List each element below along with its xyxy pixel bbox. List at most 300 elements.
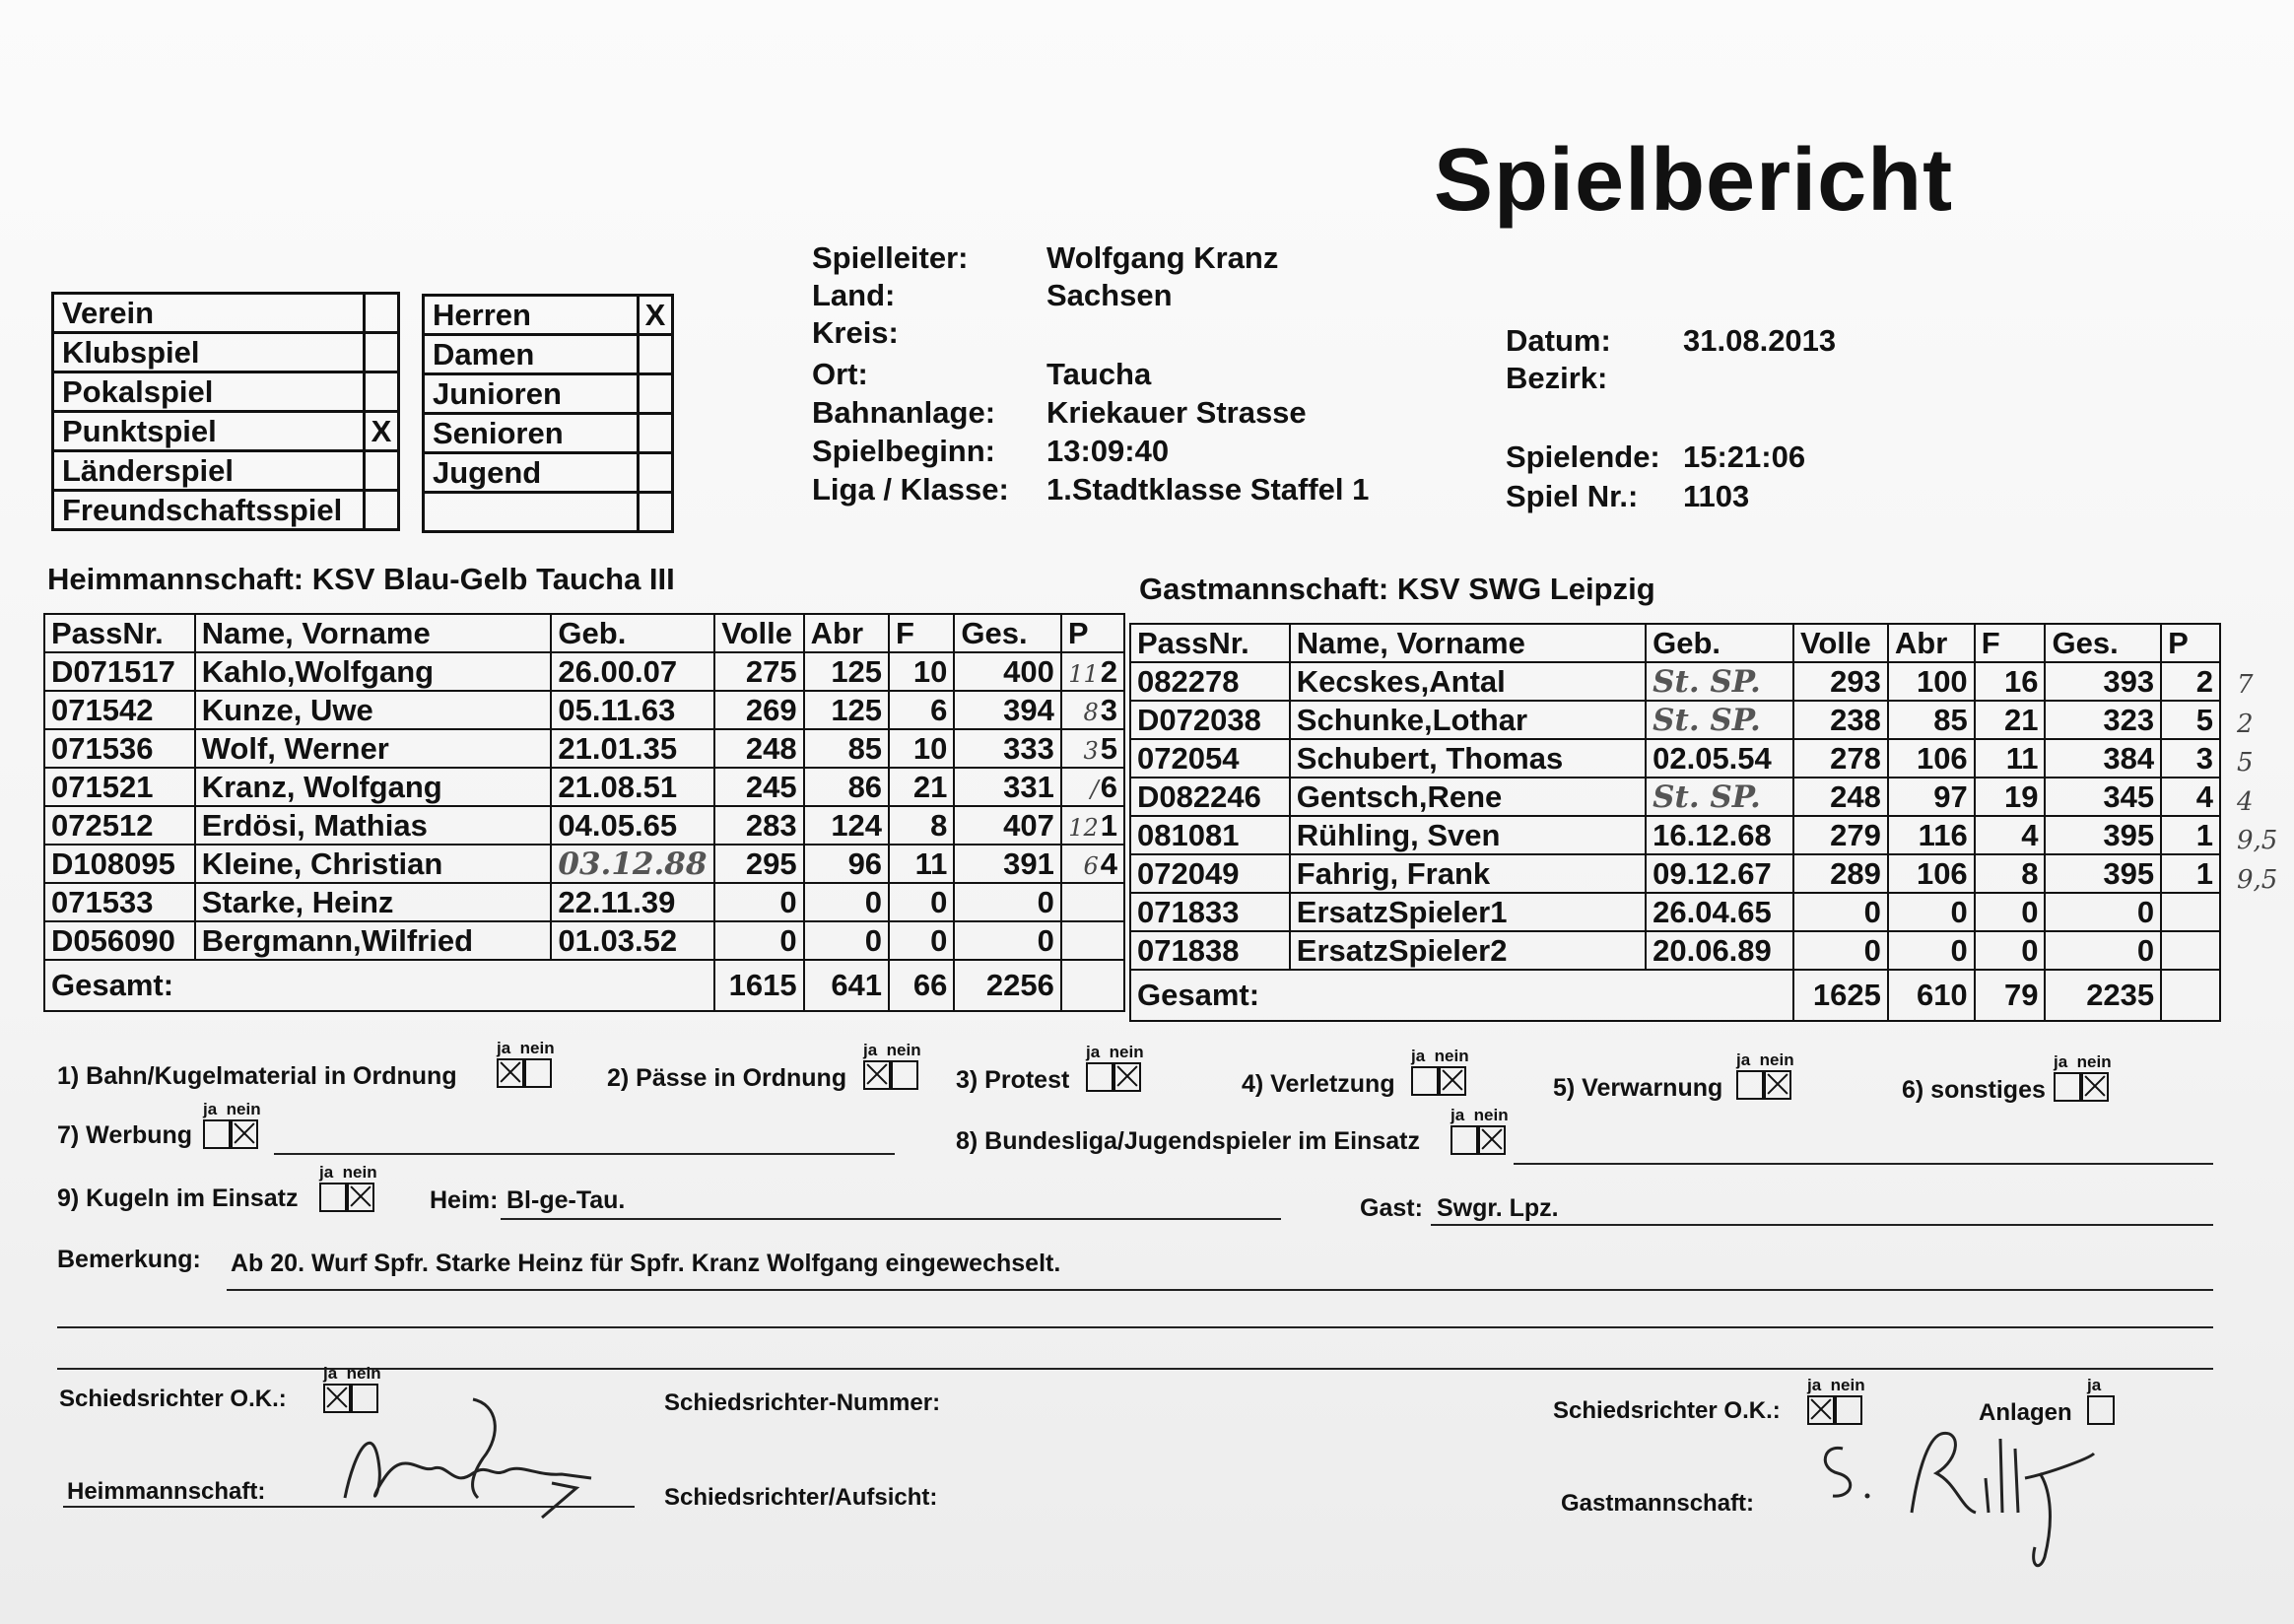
- spielnr-value: 1103: [1683, 479, 1750, 513]
- name-cell: Erdösi, Mathias: [195, 806, 552, 845]
- guest-team-table: [1129, 623, 2221, 1022]
- nein-label: nein: [342, 1163, 377, 1182]
- match-type-label: Punktspiel: [53, 412, 365, 451]
- abr-cell: 106: [1888, 854, 1975, 893]
- gastmannschaft-label: Gastmannschaft:: [1561, 1490, 1755, 1517]
- category-mark-box[interactable]: [639, 414, 673, 453]
- total-ges-cell: 2256: [954, 960, 1061, 1011]
- nein-label: nein: [1434, 1047, 1469, 1065]
- q9-checkboxes: [319, 1163, 377, 1212]
- p-cell: [2161, 701, 2220, 739]
- spielende-label: Spielende:: [1506, 440, 1660, 474]
- f-cell: 6: [889, 691, 954, 729]
- match-type-label: Länderspiel: [53, 451, 365, 491]
- anlagen-checkbox-group: [2087, 1376, 2115, 1425]
- ja-label: ja: [1451, 1106, 1465, 1124]
- category-mark-box[interactable]: [639, 374, 673, 414]
- volle-cell: 245: [714, 768, 803, 806]
- nein-label: nein: [519, 1039, 555, 1057]
- p-cell: [1061, 883, 1124, 921]
- volle-cell: 238: [1793, 701, 1888, 739]
- pass-nr-cell: 071533: [44, 883, 195, 921]
- pass-nr-cell: 071833: [1130, 893, 1290, 931]
- guest-note: 7: [2237, 670, 2254, 700]
- guest-player-row: [1130, 893, 2220, 931]
- ges-cell: 0: [2045, 931, 2161, 970]
- placement-value: 5: [1100, 730, 1117, 766]
- category-label: Jugend: [424, 453, 639, 493]
- category-row: [424, 296, 673, 335]
- ges-cell: 391: [954, 845, 1061, 883]
- nein-label: nein: [346, 1364, 381, 1383]
- datum-value: 31.08.2013: [1683, 323, 1837, 358]
- gast-line: [1431, 1224, 2213, 1226]
- ges-cell: 0: [954, 883, 1061, 921]
- p-cell: [1061, 921, 1124, 960]
- geb-cell: 16.12.68: [1646, 816, 1793, 854]
- ja-label: ja: [2087, 1376, 2102, 1394]
- sr-nummer-label: Schiedsrichter-Nummer:: [664, 1389, 941, 1416]
- gast-label: Gast:: [1360, 1194, 1423, 1222]
- spielleiter-value: Wolfgang Kranz: [1046, 240, 1279, 275]
- ges-cell: 333: [954, 729, 1061, 768]
- match-type-row: [53, 333, 399, 372]
- geb-cell: 21.01.35: [551, 729, 714, 768]
- match-type-label: Klubspiel: [53, 333, 365, 372]
- q7-label: 7) Werbung: [57, 1121, 193, 1149]
- guest-header-cell: PassNr.: [1130, 624, 1290, 662]
- nein-label: nein: [1109, 1043, 1144, 1061]
- heimmannschaft-label: Heimmannschaft:: [67, 1478, 266, 1505]
- bemerkung-line-1: [227, 1289, 2213, 1291]
- geb-cell: 02.05.54: [1646, 739, 1793, 778]
- q8-ja-checkbox[interactable]: [1451, 1125, 1478, 1155]
- placement-value: 1: [1100, 807, 1117, 843]
- match-type-mark-box[interactable]: [365, 333, 399, 372]
- home-player-row: [44, 652, 1124, 691]
- total-label: Gesamt:: [44, 960, 714, 1011]
- match-type-label: Verein: [53, 294, 365, 333]
- guest-header-cell: P: [2161, 624, 2220, 662]
- p-cell: [2161, 854, 2220, 893]
- home-sr-ok-label: Schiedsrichter O.K.:: [59, 1386, 287, 1412]
- heim-value: Bl-ge-Tau.: [506, 1186, 626, 1214]
- guest-sr-ok-checkboxes: [1807, 1376, 1865, 1425]
- guest-header-cell: Ges.: [2045, 624, 2161, 662]
- category-mark-box[interactable]: [639, 453, 673, 493]
- nein-label: nein: [1830, 1376, 1865, 1394]
- name-cell: Kleine, Christian: [195, 845, 552, 883]
- abr-cell: 124: [804, 806, 889, 845]
- geb-cell: 05.11.63: [551, 691, 714, 729]
- name-cell: Schunke,Lothar: [1290, 701, 1646, 739]
- f-cell: 0: [889, 883, 954, 921]
- q6-nein-checkbox[interactable]: [2081, 1072, 2109, 1102]
- home-header-cell: Volle: [714, 614, 803, 652]
- geb-cell: 22.11.39: [551, 883, 714, 921]
- total-volle-cell: 1625: [1793, 970, 1888, 1021]
- pass-nr-cell: 071536: [44, 729, 195, 768]
- pass-nr-cell: D056090: [44, 921, 195, 960]
- pass-nr-cell: 072049: [1130, 854, 1290, 893]
- total-volle-cell: 1615: [714, 960, 803, 1011]
- handwritten-note: 3: [1083, 736, 1099, 765]
- pass-nr-cell: 071521: [44, 768, 195, 806]
- geb-cell: St. SP.: [1646, 701, 1793, 739]
- pass-nr-cell: D108095: [44, 845, 195, 883]
- nein-label: nein: [886, 1041, 921, 1059]
- placement-value: 2: [2195, 663, 2213, 699]
- name-cell: Wolf, Werner: [195, 729, 552, 768]
- ges-cell: 0: [2045, 893, 2161, 931]
- geb-cell: 20.06.89: [1646, 931, 1793, 970]
- ja-label: ja: [1086, 1043, 1101, 1061]
- name-cell: ErsatzSpieler1: [1290, 893, 1646, 931]
- f-cell: 0: [1975, 893, 2046, 931]
- guest-player-row: [1130, 854, 2220, 893]
- p-cell: [1061, 691, 1124, 729]
- guest-player-row: [1130, 816, 2220, 854]
- p-cell: [2161, 816, 2220, 854]
- pass-nr-cell: D082246: [1130, 778, 1290, 816]
- abr-cell: 86: [804, 768, 889, 806]
- bahnanlage-label: Bahnanlage:: [812, 395, 996, 430]
- ges-cell: 323: [2045, 701, 2161, 739]
- ges-cell: 393: [2045, 662, 2161, 701]
- geb-cell: 09.12.67: [1646, 854, 1793, 893]
- category-label: [424, 493, 639, 532]
- nein-label: nein: [1759, 1050, 1794, 1069]
- category-mark-box[interactable]: [639, 493, 673, 532]
- guest-player-row: [1130, 739, 2220, 778]
- total-label: Gesamt:: [1130, 970, 1793, 1021]
- guest-header-cell: Name, Vorname: [1290, 624, 1646, 662]
- name-cell: ErsatzSpieler2: [1290, 931, 1646, 970]
- p-cell: [1061, 806, 1124, 845]
- p-cell: [2161, 931, 2220, 970]
- q4-ja-checkbox[interactable]: [1411, 1066, 1439, 1096]
- q5-label: 5) Verwarnung: [1553, 1074, 1723, 1102]
- geb-cell: St. SP.: [1646, 662, 1793, 701]
- bemerkung-label: Bemerkung:: [57, 1246, 201, 1273]
- abr-cell: 100: [1888, 662, 1975, 701]
- handwritten-note: 12: [1068, 813, 1099, 842]
- match-type-row: [53, 294, 399, 333]
- ges-cell: 395: [2045, 816, 2161, 854]
- p-cell: [1061, 729, 1124, 768]
- volle-cell: 278: [1793, 739, 1888, 778]
- geb-cell: 26.00.07: [551, 652, 714, 691]
- geb-cell: 21.08.51: [551, 768, 714, 806]
- p-cell: [1061, 845, 1124, 883]
- ges-cell: 400: [954, 652, 1061, 691]
- category-row: [424, 374, 673, 414]
- ges-cell: 394: [954, 691, 1061, 729]
- f-cell: 21: [889, 768, 954, 806]
- datum-label: Datum:: [1506, 323, 1611, 358]
- q4-label: 4) Verletzung: [1242, 1070, 1395, 1098]
- guest-team-heading: Gastmannschaft: KSV SWG Leipzig: [1139, 572, 1655, 606]
- home-player-row: [44, 845, 1124, 883]
- volle-cell: 289: [1793, 854, 1888, 893]
- ges-cell: 395: [2045, 854, 2161, 893]
- placement-value: 5: [2195, 702, 2213, 737]
- total-p-cell: [1061, 960, 1124, 1011]
- category-label: Junioren: [424, 374, 639, 414]
- home-header-cell: F: [889, 614, 954, 652]
- q7-checkboxes: [203, 1100, 261, 1149]
- ges-cell: 331: [954, 768, 1061, 806]
- q1-ja-checkbox[interactable]: [497, 1058, 524, 1088]
- q9-nein-checkbox[interactable]: [347, 1183, 374, 1212]
- pass-nr-cell: 071838: [1130, 931, 1290, 970]
- q9-label: 9) Kugeln im Einsatz: [57, 1184, 299, 1212]
- guest-player-row: [1130, 931, 2220, 970]
- q8-checkboxes: [1451, 1106, 1509, 1155]
- q6-checkboxes: [2054, 1052, 2112, 1102]
- ges-cell: 384: [2045, 739, 2161, 778]
- placement-value: 6: [1100, 769, 1117, 804]
- p-cell: [1061, 768, 1124, 806]
- q7-ja-checkbox[interactable]: [203, 1119, 231, 1149]
- f-cell: 8: [889, 806, 954, 845]
- name-cell: Kunze, Uwe: [195, 691, 552, 729]
- liga-label: Liga / Klasse:: [812, 472, 1009, 507]
- p-cell: [2161, 778, 2220, 816]
- page-title: Spielbericht: [1434, 131, 1954, 230]
- ja-label: ja: [1807, 1376, 1822, 1394]
- total-ges-cell: 2235: [2045, 970, 2161, 1021]
- abr-cell: 0: [1888, 893, 1975, 931]
- category-row: [424, 414, 673, 453]
- total-f-cell: 79: [1975, 970, 2046, 1021]
- abr-cell: 125: [804, 691, 889, 729]
- category-row: [424, 493, 673, 532]
- name-cell: Kranz, Wolfgang: [195, 768, 552, 806]
- name-cell: Kecskes,Antal: [1290, 662, 1646, 701]
- abr-cell: 0: [804, 921, 889, 960]
- placement-value: 3: [1100, 692, 1117, 727]
- guest-header-cell: Volle: [1793, 624, 1888, 662]
- category-label: Damen: [424, 335, 639, 374]
- volle-cell: 269: [714, 691, 803, 729]
- placement-value: 1: [2195, 855, 2213, 891]
- guest-player-row: [1130, 701, 2220, 739]
- handwritten-note: 6: [1083, 851, 1099, 880]
- spielleiter-label: Spielleiter:: [812, 240, 969, 275]
- total-abr-cell: 610: [1888, 970, 1975, 1021]
- q3-checkboxes: [1086, 1043, 1144, 1092]
- nein-label: nein: [2076, 1052, 2112, 1071]
- volle-cell: 279: [1793, 816, 1888, 854]
- placement-value: 4: [1100, 846, 1117, 881]
- total-p-cell: [2161, 970, 2220, 1021]
- q8-nein-checkbox[interactable]: [1478, 1125, 1506, 1155]
- q1-nein-checkbox[interactable]: [524, 1058, 552, 1088]
- q7-nein-checkbox[interactable]: [231, 1119, 258, 1149]
- q7-line: [274, 1153, 895, 1155]
- geb-cell: 26.04.65: [1646, 893, 1793, 931]
- abr-cell: 0: [804, 883, 889, 921]
- q3-ja-checkbox[interactable]: [1086, 1062, 1113, 1092]
- pass-nr-cell: 072512: [44, 806, 195, 845]
- handwritten-note: 11: [1068, 659, 1099, 688]
- p-cell: [2161, 893, 2220, 931]
- pass-nr-cell: 072054: [1130, 739, 1290, 778]
- home-player-row: [44, 883, 1124, 921]
- nein-label: nein: [1473, 1106, 1509, 1124]
- ort-label: Ort:: [812, 357, 868, 391]
- home-player-row: [44, 691, 1124, 729]
- q3-label: 3) Protest: [956, 1066, 1070, 1094]
- abr-cell: 85: [804, 729, 889, 768]
- abr-cell: 106: [1888, 739, 1975, 778]
- placement-value: 2: [1100, 653, 1117, 689]
- volle-cell: 0: [1793, 893, 1888, 931]
- q2-nein-checkbox[interactable]: [891, 1060, 918, 1090]
- guest-header-cell: Geb.: [1646, 624, 1793, 662]
- guest-note: 2: [2237, 709, 2254, 739]
- match-type-box: [51, 292, 400, 531]
- q1-label: 1) Bahn/Kugelmaterial in Ordnung: [57, 1062, 457, 1090]
- q5-nein-checkbox[interactable]: [1764, 1070, 1791, 1100]
- total-abr-cell: 641: [804, 960, 889, 1011]
- guest-note: 9,5: [2237, 826, 2278, 855]
- guest-total-row: [1130, 970, 2220, 1021]
- home-player-row: [44, 768, 1124, 806]
- q8-label: 8) Bundesliga/Jugendspieler im Einsatz: [956, 1127, 1420, 1155]
- q2-checkboxes: [863, 1041, 921, 1090]
- match-type-mark-box[interactable]: [365, 294, 399, 333]
- home-team-table: [43, 613, 1125, 1012]
- bemerkung-value: Ab 20. Wurf Spfr. Starke Heinz für Spfr. Kranz Wolfgang eingewechselt.: [231, 1250, 1061, 1277]
- category-box: [422, 294, 674, 533]
- q5-ja-checkbox[interactable]: [1736, 1070, 1764, 1100]
- abr-cell: 116: [1888, 816, 1975, 854]
- placement-value: 3: [2195, 740, 2213, 776]
- ges-cell: 0: [954, 921, 1061, 960]
- bemerkung-line-2: [57, 1326, 2213, 1328]
- pass-nr-cell: 081081: [1130, 816, 1290, 854]
- category-mark-box[interactable]: X: [639, 296, 673, 335]
- match-type-mark-box[interactable]: [365, 491, 399, 530]
- guest-header-cell: Abr: [1888, 624, 1975, 662]
- q6-label: 6) sonstiges: [1902, 1076, 2046, 1104]
- placement-value: 4: [2195, 778, 2213, 814]
- q3-nein-checkbox[interactable]: [1113, 1062, 1141, 1092]
- q5-checkboxes: [1736, 1050, 1794, 1100]
- name-cell: Schubert, Thomas: [1290, 739, 1646, 778]
- placement-value: 1: [2195, 817, 2213, 852]
- f-cell: 10: [889, 729, 954, 768]
- ja-label: ja: [323, 1364, 338, 1383]
- guest-signature: [1813, 1419, 2109, 1577]
- f-cell: 0: [1975, 931, 2046, 970]
- volle-cell: 0: [714, 883, 803, 921]
- heim-label: Heim:: [430, 1186, 499, 1214]
- p-cell: [1061, 652, 1124, 691]
- p-cell: [2161, 739, 2220, 778]
- name-cell: Fahrig, Frank: [1290, 854, 1646, 893]
- bezirk-label: Bezirk:: [1506, 361, 1608, 395]
- q6-ja-checkbox[interactable]: [2054, 1072, 2081, 1102]
- ja-label: ja: [1736, 1050, 1751, 1069]
- total-f-cell: 66: [889, 960, 954, 1011]
- home-header-cell: Ges.: [954, 614, 1061, 652]
- ja-label: ja: [203, 1100, 218, 1118]
- q8-line: [1514, 1163, 2213, 1165]
- ja-label: ja: [2054, 1052, 2068, 1071]
- pass-nr-cell: 071542: [44, 691, 195, 729]
- volle-cell: 248: [714, 729, 803, 768]
- volle-cell: 295: [714, 845, 803, 883]
- home-signature: [325, 1380, 601, 1527]
- ja-label: ja: [497, 1039, 511, 1057]
- p-cell: [2161, 662, 2220, 701]
- home-team-heading: Heimmannschaft: KSV Blau-Gelb Taucha III: [47, 562, 675, 596]
- volle-cell: 293: [1793, 662, 1888, 701]
- category-row: [424, 453, 673, 493]
- volle-cell: 0: [1793, 931, 1888, 970]
- name-cell: Kahlo,Wolfgang: [195, 652, 552, 691]
- pass-nr-cell: 082278: [1130, 662, 1290, 701]
- q2-label: 2) Pässe in Ordnung: [607, 1064, 847, 1092]
- name-cell: Bergmann,Wilfried: [195, 921, 552, 960]
- geb-cell: 03.12.88: [551, 845, 714, 883]
- name-cell: Gentsch,Rene: [1290, 778, 1646, 816]
- q4-nein-checkbox[interactable]: [1439, 1066, 1466, 1096]
- match-type-label: Pokalspiel: [53, 372, 365, 412]
- volle-cell: 248: [1793, 778, 1888, 816]
- guest-sr-ok-label: Schiedsrichter O.K.:: [1553, 1397, 1781, 1424]
- ja-label: ja: [1411, 1047, 1426, 1065]
- pass-nr-cell: D071517: [44, 652, 195, 691]
- match-type-label: Freundschaftsspiel: [53, 491, 365, 530]
- guest-player-row: [1130, 778, 2220, 816]
- category-label: Senioren: [424, 414, 639, 453]
- heim-line: [501, 1218, 1281, 1220]
- volle-cell: 0: [714, 921, 803, 960]
- land-value: Sachsen: [1046, 278, 1173, 312]
- category-label: Herren: [424, 296, 639, 335]
- abr-cell: 0: [1888, 931, 1975, 970]
- home-header-cell: Name, Vorname: [195, 614, 552, 652]
- q4-checkboxes: [1411, 1047, 1469, 1096]
- match-type-mark-box[interactable]: X: [365, 412, 399, 451]
- home-header-cell: PassNr.: [44, 614, 195, 652]
- match-type-row: [53, 491, 399, 530]
- name-cell: Starke, Heinz: [195, 883, 552, 921]
- home-header-cell: P: [1061, 614, 1124, 652]
- category-mark-box[interactable]: [639, 335, 673, 374]
- match-type-mark-box[interactable]: [365, 372, 399, 412]
- guest-header-cell: F: [1975, 624, 2046, 662]
- q2-ja-checkbox[interactable]: [863, 1060, 891, 1090]
- abr-cell: 125: [804, 652, 889, 691]
- handwritten-note: 8: [1083, 698, 1099, 726]
- q9-ja-checkbox[interactable]: [319, 1183, 347, 1212]
- guest-note: 5: [2237, 748, 2254, 778]
- home-header-cell: Geb.: [551, 614, 714, 652]
- f-cell: 10: [889, 652, 954, 691]
- match-type-mark-box[interactable]: [365, 451, 399, 491]
- aufsicht-label: Schiedsrichter/Aufsicht:: [664, 1484, 938, 1511]
- abr-cell: 96: [804, 845, 889, 883]
- match-type-row: [53, 372, 399, 412]
- spielbeginn-label: Spielbeginn:: [812, 434, 995, 468]
- name-cell: Rühling, Sven: [1290, 816, 1646, 854]
- f-cell: 16: [1975, 662, 2046, 701]
